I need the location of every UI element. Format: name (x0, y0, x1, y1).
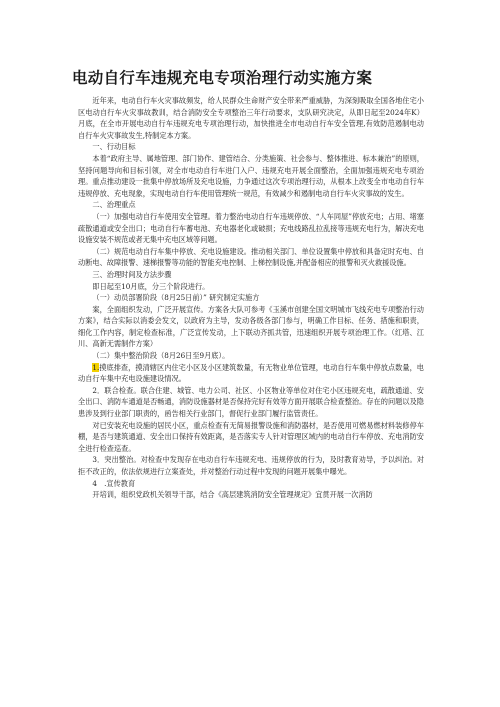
paragraph-focus-2: （二）规范电动自行车集中停放、充电设施建设。推动相关部门、单位设置集中停放和具备定时充电、自动断电、故障报警、速梯报警等功能的智能充电控制、上梯控制设施,并配备相应的报警和灭火救援设施。 (78, 246, 424, 268)
paragraph-training: 开培训，组织党政机关领导干部，结合《高层建筑消防安全管理规定》宜贯开展一次消防 (92, 490, 373, 500)
heading-publicity: 4 .宣传教育 (92, 478, 136, 488)
paragraph-focus-1: （一）加强电动自行车使用安全管理。着力整治电动自行车违规停放、“人车同屋”停放充电；占用、堵塞疏散通道或安全出口；电动自行车蓄电池、充电器老化或破损；充电线路乱拉乱接等违规充电行为，解决充电设施安装不规范或者无集中充电区域等问题。 (78, 211, 424, 245)
paragraph-joint-inspection: 2．联合检查。联合住建、城管、电力公司、社区、小区物业等单位对住宅小区违规充电，疏散通道、安全出口、消防车通道是否畅通，消防设施器材是否保持完好有效等方面开展联合检查整治。存在的问题以及隐患涉及到行业部门职责的，函告相关行业部门，督促行业部门履行监管责任。 (78, 385, 424, 419)
heading-focus: 二、治理重点 (92, 200, 136, 210)
paragraph-rectification: 3．突出整治。对检查中发现存在电动自行车违规充电、违规停放的行为，及时教育劝导，予以纠治。对拒不改正的，依法依规进行立案查处，并对整治行动过程中发现的问题开展集中曝光。 (78, 455, 424, 476)
paragraph-survey (78, 362, 424, 385)
paragraph-objectives: 本着“政府主导、属地管理、部门协作、建管结合、分类施策、社会参与、整体推进、标本兼治”的原则，坚持问题导向和目标引领，对全市电动自行车进门入户、违规充电开展全面整治，全面加强违规充电专项治理。重点推动建设一批集中停放场所及充电设施，力争通过这次专项治理行动，从根本上改变全市电动自行车违规停放、充电现象，实现电动自行车使用管理统一规范，有效减少和遏制电动自行车火灾事故的发生。 (78, 153, 424, 198)
paragraph-charging-facilities: 对已安装充电设施的居民小区，重点检查有无简易报警设施和消防器材，是否使用可燃易燃材料装修停车棚，是否与建筑通道、安全出口保持有效距离，是否落实专人针对管理区域内的电动自行车停放、充电消防安全进行检查巡查。 (78, 420, 424, 453)
paragraph-intro: 近年来，电动自行车火灾事故频发，给人民群众生命财产安全带来严重威胁，为深刻吸取全国各地住宅小区电动自行车火灾事故教训，结合消防安全专项整治三年行动要求，支队研究决定，从即日起至2024年K）月底，在全市开展电动自行车违规充电专项治理行动，加快推进全市电动自行车安全管理,有效防范遏制电动自行车火灾事故发生,特制定本方案。 (78, 96, 424, 140)
paragraph-phase-1: 案，全面组织发动，广泛开展宣传。方案各大队可参考《玉溪市创建全国文明城市飞线充电专项整治行动方案》，结合实际以消委会发文，以政府为主导，发动各级各部门参与，明确工作目标、任务、措施和职责，细化工作内容，制定检查标准，广泛宣传发动，上下联动齐抓共管，迅速组织开展专项治理工作。（红塔、江川、高新无需制作方案） (78, 304, 424, 349)
paragraph-survey-text: 摸底排查，摸清辖区内住宅小区及小区建筑数量，有无物业单位管理，电动自行车集中停放点数量，电动自行车集中充电设施建设情况。 (78, 362, 424, 384)
heading-phase-1: （一）动员部署阶段（8月25日前）” 研究制定实施方 (92, 293, 260, 303)
paragraph-schedule: 即日起至10月底，分三个阶段进行。 (92, 281, 210, 291)
document-body (78, 95, 424, 501)
heading-schedule: 三、治理时间及方法步骤 (92, 269, 172, 279)
document-title: 电动自行车违规充电专项治理行动实施方案 (72, 69, 373, 87)
highlighted-list-marker: 1. (92, 362, 100, 372)
heading-objectives: 一、行动目标 (92, 142, 136, 152)
heading-phase-2: （二）集中整治阶段（8月26日至9月底）。 (92, 351, 230, 361)
